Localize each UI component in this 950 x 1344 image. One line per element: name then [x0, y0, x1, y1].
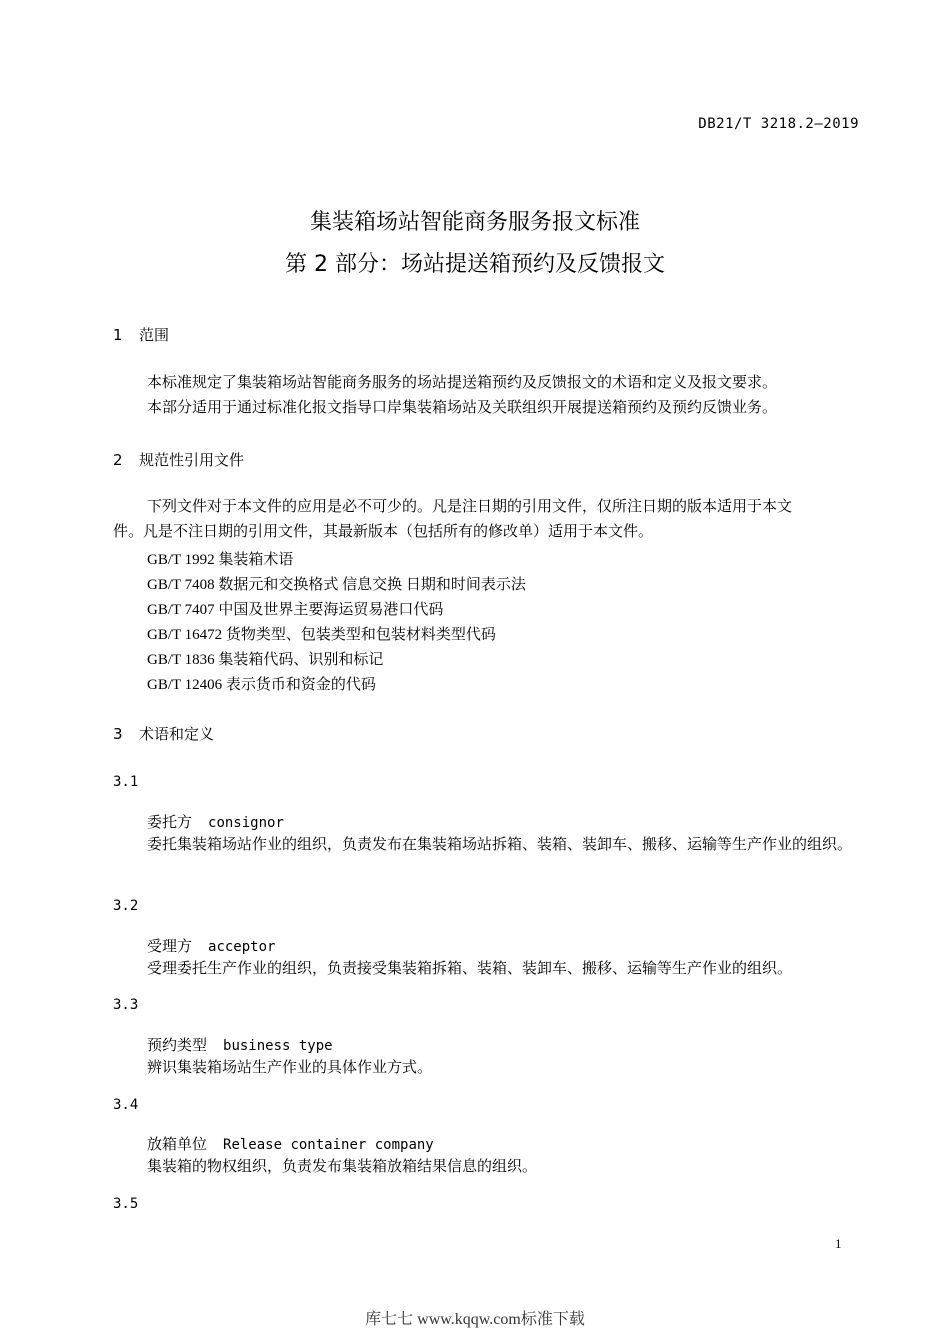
term-definition: 集装箱的物权组织，负责发布集装箱放箱结果信息的组织。: [147, 1159, 538, 1175]
term-definition: 辨识集装箱场站生产作业的具体作业方式。: [147, 1060, 433, 1076]
section-number: 2: [113, 451, 123, 469]
section-number: 1: [113, 326, 123, 344]
term-number: 3.2: [113, 898, 139, 914]
term-entry: [147, 811, 284, 832]
term-number: 3.5: [113, 1196, 139, 1212]
scope-paragraph: 本部分适用于通过标准化报文指导口岸集装箱场站及关联组织开展提送箱预约及预约反馈业务。: [147, 400, 778, 416]
section-title: 规范性引用文件: [139, 451, 245, 469]
term-chinese: 预约类型: [147, 1036, 208, 1054]
term-chinese: 放箱单位: [147, 1135, 208, 1153]
section-heading-refs: [113, 449, 244, 470]
term-definition: 受理委托生产作业的组织，负责接受集装箱拆箱、装箱、装卸车、搬移、运输等生产作业的组织。: [147, 961, 793, 977]
reference-item: GB/T 1836 集装箱代码、识别和标记: [147, 652, 384, 668]
term-chinese: 受理方: [147, 937, 193, 955]
section-title: 范围: [139, 326, 170, 344]
term-number: 3.1: [113, 774, 139, 790]
refs-intro: [113, 495, 860, 545]
section-title: 术语和定义: [139, 725, 215, 743]
reference-item: GB/T 12406 表示货币和资金的代码: [147, 677, 376, 693]
section-heading-scope: [113, 324, 169, 345]
document-title: 集装箱场站智能商务服务报文标准: [309, 210, 640, 235]
term-english: consignor: [208, 815, 284, 831]
reference-item: GB/T 16472 货物类型、包装类型和包装材料类型代码: [147, 627, 496, 643]
term-english: acceptor: [208, 939, 276, 955]
reference-item: GB/T 7407 中国及世界主要海运贸易港口代码: [147, 602, 444, 618]
watermark-text: 库七七 www.kqqw.com标准下载: [365, 1311, 585, 1328]
scope-paragraph: 本标准规定了集装箱场站智能商务服务的场站提送箱预约及反馈报文的术语和定义及报文要求。: [147, 375, 778, 391]
term-entry: [147, 935, 275, 956]
document-subtitle: 第 2 部分：场站提送箱预约及反馈报文: [285, 252, 665, 277]
term-definition: 委托集装箱场站作业的组织，负责发布在集装箱场站拆箱、装箱、装卸车、搬移、运输等生产作业的组织。: [147, 837, 853, 853]
term-number: 3.3: [113, 997, 139, 1013]
reference-item: GB/T 7408 数据元和交换格式 信息交换 日期和时间表示法: [147, 577, 526, 593]
section-heading-terms: [113, 723, 214, 744]
term-entry: [147, 1133, 434, 1154]
refs-intro-line: 下列文件对于本文件的应用是必不可少的。凡是注日期的引用文件，仅所注日期的版本适用于本文: [147, 499, 793, 515]
term-english: business type: [223, 1038, 333, 1054]
standard-code: DB21/T 3218.2—2019: [698, 116, 859, 132]
term-english: Release container company: [223, 1137, 434, 1153]
reference-item: GB/T 1992 集装箱术语: [147, 552, 294, 568]
term-chinese: 委托方: [147, 813, 193, 831]
term-entry: [147, 1034, 333, 1055]
term-number: 3.4: [113, 1097, 139, 1113]
scope-paragraphs: [113, 371, 860, 421]
page-number: 1: [835, 1236, 842, 1251]
refs-intro-line: 件。凡是不注日期的引用文件，其最新版本（包括所有的修改单）适用于本文件。: [113, 524, 654, 540]
section-number: 3: [113, 725, 123, 743]
